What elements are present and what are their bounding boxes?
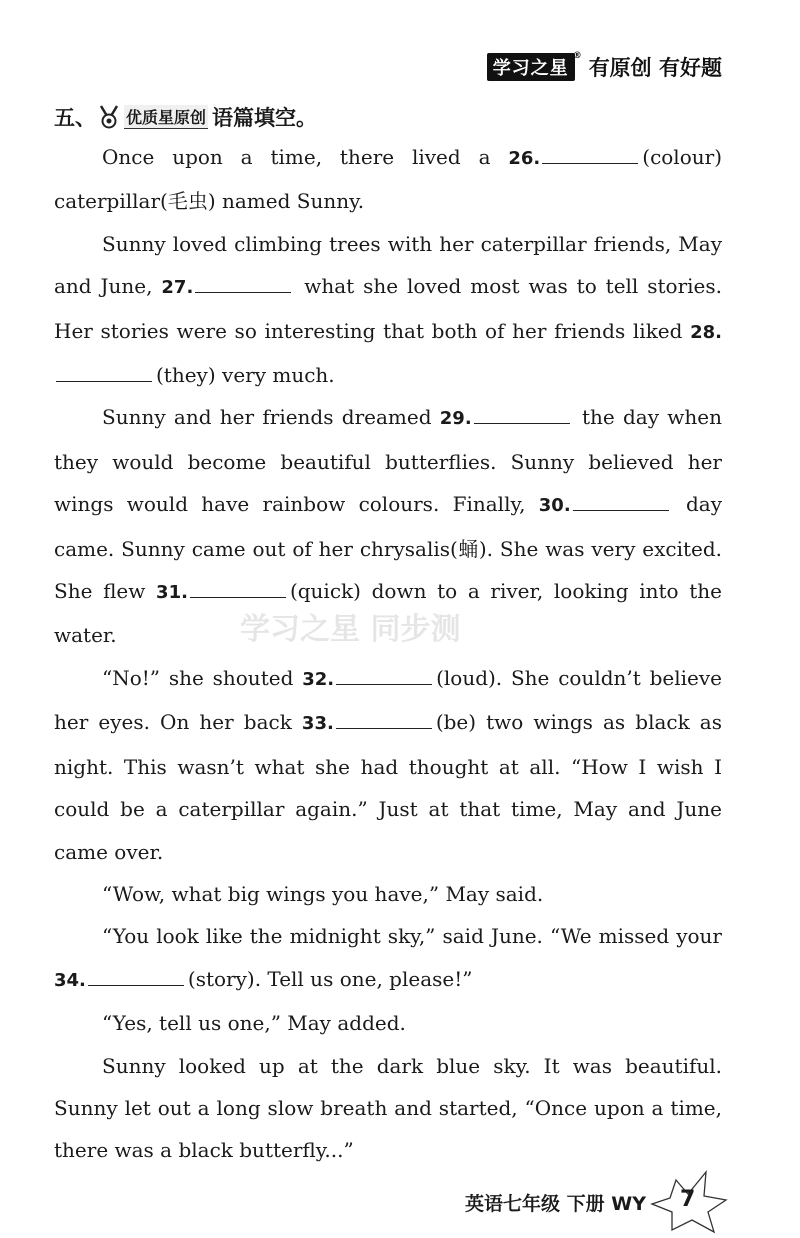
- story-text-segment: what she loved most was to tell stories. Her stories were so interesting that both of her friends liked: [54, 274, 722, 343]
- answer-blank[interactable]: [336, 664, 432, 685]
- answer-blank[interactable]: [195, 272, 291, 293]
- star-icon: [650, 1170, 730, 1234]
- section-heading: 语篇填空。: [212, 106, 318, 130]
- story-paragraph: [54, 396, 722, 656]
- story-text-segment: “Wow, what big wings you have,” May said.: [102, 881, 544, 906]
- story-text-segment: “No!” she shouted: [102, 665, 303, 690]
- story-text-segment: (quick) down to a river, looking into the water.: [54, 579, 723, 648]
- question-number: 34.: [54, 969, 86, 991]
- answer-blank[interactable]: [573, 490, 669, 511]
- answer-blank[interactable]: [56, 361, 152, 382]
- answer-blank[interactable]: [336, 708, 432, 729]
- story-paragraph: [54, 1002, 722, 1044]
- story-paragraph: [54, 657, 722, 873]
- watermark: 学习之星 同步测: [240, 612, 461, 647]
- story-text-segment: (colour) caterpillar(毛虫) named Sunny.: [54, 145, 722, 214]
- story-paragraph: [54, 136, 722, 223]
- story-text-segment: the day when they would become beautiful butterflies. Sunny believed her wings would have rainbow colours. Finally,: [54, 405, 722, 517]
- story-text-segment: Sunny and her friends dreamed: [102, 405, 440, 430]
- answer-blank[interactable]: [474, 403, 570, 424]
- section-number: 五、: [54, 106, 96, 130]
- question-number: 31.: [156, 582, 188, 604]
- story-text-segment: “You look like the midnight sky,” said June. “We missed your: [102, 924, 722, 949]
- answer-blank[interactable]: [190, 577, 286, 598]
- brand-logo: 学习之星 ®: [487, 53, 575, 81]
- story-text-segment: (story). Tell us one, please!”: [187, 966, 473, 991]
- question-number: 28.: [690, 321, 722, 343]
- page-number: 7: [680, 1187, 696, 1212]
- question-number: 32.: [302, 668, 335, 690]
- question-number: 27.: [161, 277, 194, 299]
- story-text-segment: “Yes, tell us one,” May added.: [102, 1011, 406, 1036]
- answer-blank[interactable]: [88, 965, 184, 986]
- story-paragraph: [54, 223, 722, 397]
- page-header: [487, 52, 722, 82]
- book-label: 英语七年级 下册 WY: [465, 1192, 646, 1215]
- answer-blank[interactable]: [542, 143, 638, 164]
- quality-tag: 优质星原创: [124, 105, 208, 129]
- story-text-segment: (loud). She couldn’t believe her eyes. On her back: [54, 665, 723, 735]
- story-text-segment: (be) two wings as black as night. This wasn’t what she had thought at all. “How I wish I could be a caterpillar again.” Just at that time, May and June came over.: [54, 710, 722, 864]
- story-paragraph: [54, 873, 722, 915]
- question-number: 33.: [301, 713, 334, 735]
- header-slogan: 有原创 有好题: [588, 56, 722, 80]
- story-text-segment: Sunny looked up at the dark blue sky. It was beautiful. Sunny let out a long slow breath and started, “Once upon a time, there was a black butterfly...”: [54, 1053, 722, 1163]
- section-title: [54, 102, 317, 132]
- page-footer: [465, 1170, 730, 1234]
- medal-icon: [98, 105, 120, 129]
- question-number: 29.: [439, 408, 472, 430]
- story-paragraph: [54, 915, 722, 1002]
- story-paragraph: [54, 1045, 722, 1172]
- story-text-segment: day came. Sunny came out of her chrysalis(蛹). She was very excited. She flew: [54, 492, 722, 604]
- story-text-segment: Sunny loved climbing trees with her caterpillar friends, May and June,: [54, 231, 722, 299]
- story-text-segment: Once upon a time, there lived a: [102, 145, 509, 169]
- question-number: 26.: [508, 148, 541, 169]
- story-text-segment: (they) very much.: [156, 363, 335, 388]
- story-text: [54, 136, 722, 1172]
- question-number: 30.: [538, 495, 571, 517]
